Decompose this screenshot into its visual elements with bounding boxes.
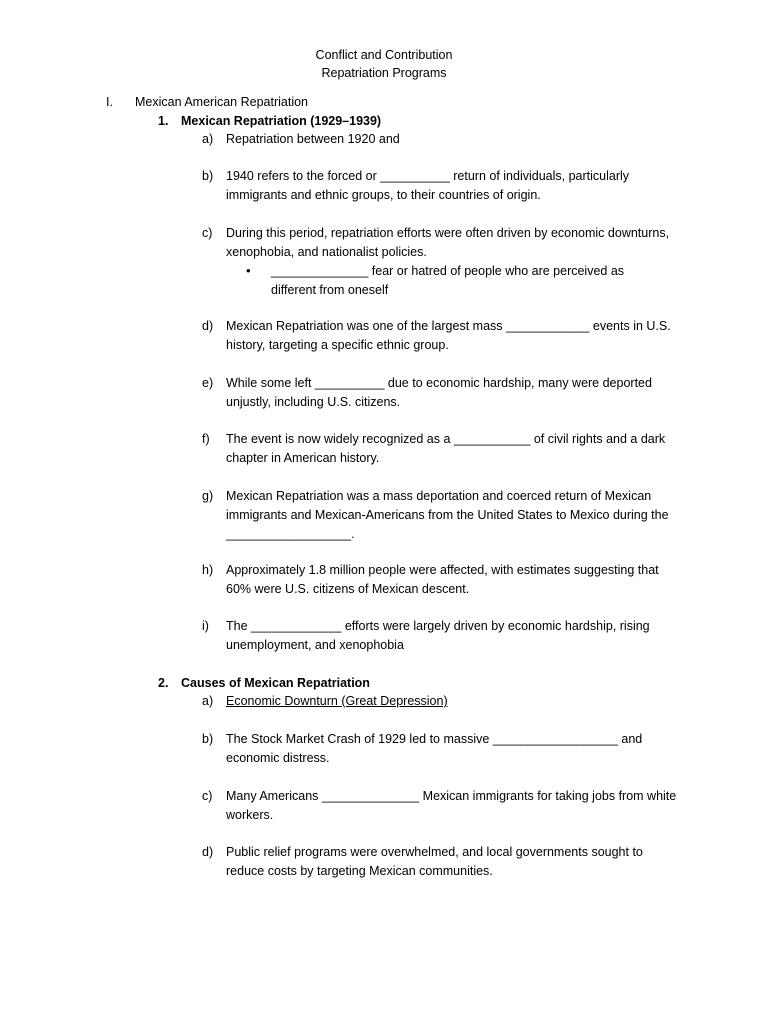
item-label: a) (202, 132, 214, 146)
item-label: i) (202, 619, 209, 633)
item-text: Economic Downturn (Great Depression) (226, 694, 448, 708)
document-subtitle: Repatriation Programs (321, 66, 447, 80)
item-text: While some left __________ due to economic hardship, many were deported unjustly, including U.S. citizens. (226, 376, 652, 409)
item-text: Mexican Repatriation was a mass deportation and coerced return of Mexican immigrants and Mexican-Americans from the United States to Mexico during the __________________. (226, 489, 669, 541)
item-text: Repatriation between 1920 and (226, 132, 400, 146)
item-text: The Stock Market Crash of 1929 led to massive __________________ and economic distress. (226, 732, 643, 765)
item-text: Public relief programs were overwhelmed, and local governments sought to reduce costs by targeting Mexican communities. (226, 845, 643, 878)
item-text: The _____________ efforts were largely driven by economic hardship, rising unemployment, and xenophobia (226, 619, 650, 652)
section-heading: Causes of Mexican Repatriation (181, 676, 370, 690)
item-text: Many Americans ______________ Mexican immigrants for taking jobs from white workers. (226, 789, 677, 822)
outline-heading: Mexican American Repatriation (135, 95, 308, 109)
item-label: d) (202, 845, 214, 859)
item-label: b) (202, 169, 214, 183)
item-label: d) (202, 319, 214, 333)
document-title: Conflict and Contribution (315, 48, 453, 62)
item-label: b) (202, 732, 214, 746)
item-text: Approximately 1.8 million people were affected, with estimates suggesting that 60% were U.S. citizens of Mexican descent. (226, 563, 659, 596)
section-number: 1. (158, 114, 169, 128)
item-label: h) (202, 563, 214, 577)
item-label: e) (202, 376, 214, 390)
section-heading: Mexican Repatriation (1929–1939) (181, 114, 382, 128)
bullet-icon: • (246, 263, 251, 278)
item-label: c) (202, 789, 213, 803)
roman-numeral: I. (106, 95, 113, 109)
item-text: During this period, repatriation efforts were often driven by economic downturns, xenophobia, and nationalist policies. (226, 226, 670, 259)
section-number: 2. (158, 676, 169, 690)
item-text: 1940 refers to the forced or __________ return of individuals, particularly immigrants and ethnic groups, to their countries of origin. (226, 169, 630, 202)
item-text: Mexican Repatriation was one of the largest mass ____________ events in U.S. history, targeting a specific ethnic group. (226, 319, 671, 352)
item-label: g) (202, 489, 214, 503)
item-label: c) (202, 226, 213, 240)
bullet-text: ______________ fear or hatred of people who are perceived as different from oneself (271, 264, 625, 297)
item-text: The event is now widely recognized as a ___________ of civil rights and a dark chapter in American history. (226, 432, 666, 465)
item-label: a) (202, 694, 214, 708)
item-label: f) (202, 432, 210, 446)
